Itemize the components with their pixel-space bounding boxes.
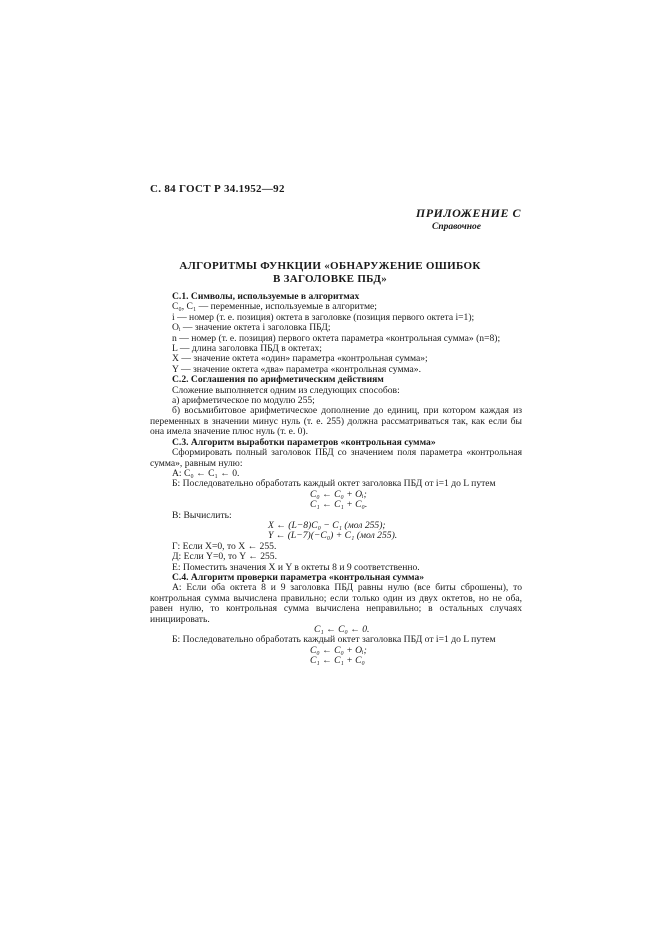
- body-paragraph: В: Вычислить:: [172, 509, 232, 521]
- body-paragraph: б) восьмибитовое арифметическое дополнение до единиц, при котором каждая из переменных в значении минус нуль (т. е. 255) должна рассматриваться так, как если бы она имела значение плюс нуль (т. е. 0).: [150, 405, 522, 438]
- formula-line: Y ← (L−7)(−C₀) + C₁ (мол 255).: [268, 530, 398, 542]
- body-paragraph: Е: Поместить значения X и Y в октеты 8 и 9 соответственно.: [172, 561, 420, 573]
- title-line-2: В ЗАГОЛОВКЕ ПБД»: [273, 273, 387, 285]
- formula-line: X ← (L−8)C₀ − C₁ (мол 255);: [268, 519, 386, 531]
- appendix-reference: Справочное: [432, 222, 481, 232]
- document-body: [150, 292, 522, 667]
- body-paragraph: Б: Последовательно обработать каждый октет заголовка ПБД от i=1 до L путем: [172, 478, 496, 490]
- body-paragraph: а) арифметическое по модулю 255;: [172, 395, 315, 407]
- formula-line: C₀ ← C₀ + Oᵢ;: [310, 644, 367, 656]
- section-heading: С.2. Соглашения по арифметическим действиям: [172, 374, 384, 386]
- body-paragraph: X — значение октета «один» параметра «контрольная сумма»;: [172, 353, 428, 365]
- body-paragraph: Сложение выполняется одним из следующих способов:: [172, 384, 400, 396]
- body-paragraph: i — номер (т. е. позиция) октета в заголовке (позиция первого октета i=1);: [172, 311, 475, 323]
- section-heading: С.1. Символы, используемые в алгоритмах: [172, 291, 360, 302]
- body-paragraph: А: C₀ ← C₁ ← 0.: [172, 467, 240, 479]
- appendix-label: ПРИЛОЖЕНИЕ С: [415, 206, 521, 220]
- formula-line: C₁ ← C₁ + C₀: [310, 655, 365, 667]
- body-paragraph: Б: Последовательно обработать каждый октет заголовка ПБД от i=1 до L путем: [172, 634, 496, 646]
- body-paragraph: Oᵢ — значение октета i заголовка ПБД;: [172, 322, 331, 334]
- body-paragraph: А: Если оба октета 8 и 9 заголовка ПБД равны нулю (все биты сброшены), то контрольная сумма вычислена правильно; если только один из двух октетов, но не оба, равен нулю, то контрольная сумма вычислена неправильно; в остальных случаях инициировать.: [150, 582, 522, 625]
- formula-line: C₁ ← C₁ + C₀.: [310, 499, 368, 511]
- body-paragraph: Г: Если X=0, то X ← 255.: [172, 540, 277, 552]
- formula-line: C₀ ← C₀ + Oᵢ;: [310, 488, 367, 500]
- section-heading: С.3. Алгоритм выработки параметров «контрольная сумма»: [172, 436, 436, 448]
- body-paragraph: Д: Если Y=0, то Y ← 255.: [172, 551, 277, 563]
- section-heading: С.4. Алгоритм проверки параметра «контрольная сумма»: [172, 571, 425, 583]
- title-line-1: АЛГОРИТМЫ ФУНКЦИИ «ОБНАРУЖЕНИЕ ОШИБОК: [179, 260, 481, 272]
- body-paragraph: Y — значение октета «два» параметра «контрольная сумма».: [172, 363, 421, 375]
- body-paragraph: n — номер (т. е. позиция) первого октета параметра «контрольная сумма» (n=8);: [172, 332, 501, 344]
- page-header: С. 84 ГОСТ Р 34.1952—92: [150, 183, 285, 195]
- formula-line: C₁ ← C₀ ← 0.: [314, 624, 370, 635]
- body-paragraph: Сформировать полный заголовок ПБД со значением поля параметра «контрольная сумма», равным нулю:: [150, 447, 522, 469]
- body-paragraph: L — длина заголовка ПБД в октетах;: [172, 343, 322, 355]
- body-paragraph: C₀, C₁ — переменные, используемые в алгоритме;: [172, 301, 377, 313]
